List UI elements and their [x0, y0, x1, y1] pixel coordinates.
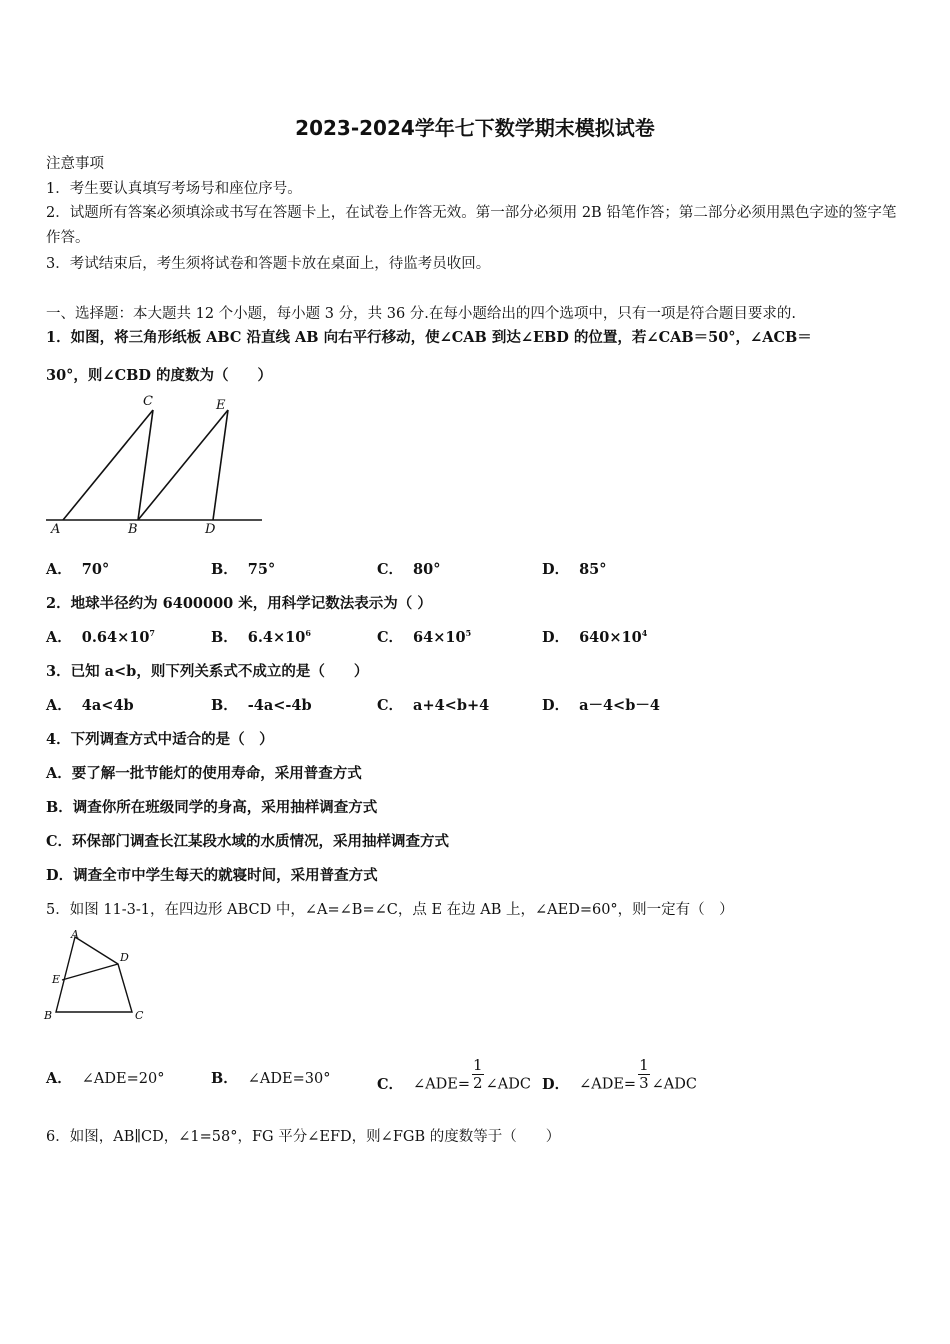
q2-option-d: D． $640\times 10^4$ [542, 628, 648, 646]
q4-option-d: D．调查全市中学生每天的就寝时间，采用普查方式 [46, 867, 378, 884]
q5-label-b: B [44, 1009, 53, 1022]
q5-label-d: D [120, 951, 129, 964]
notice-item-2: 2．试题所有答案必须填涂或书写在答题卡上，在试卷上作答无效。第一部分必须用 2B 铅笔作答；第二部分必须用黑色字迹的签字笔作答。 [46, 205, 897, 246]
q5-option-b: B． ∠ADE=30° [211, 1070, 331, 1087]
q1-label-d: D [205, 522, 216, 537]
q1-option-b: B． 75° [211, 561, 276, 578]
q4-option-c: C．环保部门调查长江某段水域的水质情况，采用抽样调查方式 [46, 833, 450, 850]
q3-stem: 3．已知 a<b，则下列关系式不成立的是（ ） [46, 663, 369, 680]
q5-label-a: A [71, 928, 79, 941]
q1-label-c: C [143, 394, 153, 409]
q1-label-e: E [216, 398, 226, 413]
q5-option-a: A． ∠ADE=20° [46, 1070, 165, 1087]
page-title: 2023-2024学年七下数学期末模拟试卷 [295, 116, 655, 140]
q1-option-d: D． 85° [542, 561, 607, 578]
notice-heading: 注意事项 [46, 156, 104, 172]
notice-item-1: 1．考生要认真填写考场号和座位序号。 [46, 181, 302, 197]
q2-option-c: C． $64\times 10^5$ [377, 628, 472, 646]
q3-option-d: D． a－4<b－4 [542, 697, 660, 714]
q2-option-a: A． $0.64\times 10^7$ [46, 628, 155, 646]
q5-stem: 5．如图 11-3-1，在四边形 ABCD 中，∠A=∠B=∠C，点 E 在边 AB 上，∠AED=60°，则一定有（ ） [46, 902, 734, 918]
q5-option-c: C． ∠ADE= $\frac{1}{2}$ ∠ADC [377, 1056, 531, 1093]
q1-stem-line2: 30°，则∠CBD 的度数为（ ） [46, 367, 272, 384]
q5-option-d-fraction: $\frac{1}{3}$ [639, 1056, 649, 1092]
q6-stem: 6．如图，AB∥CD，∠1=58°，FG 平分∠EFD，则∠FGB 的度数等于（ ） [46, 1129, 561, 1145]
q5-label-c: C [135, 1009, 144, 1022]
q2-stem: 2．地球半径约为 6400000 米，用科学记数法表示为（ ） [46, 595, 432, 612]
q5-label-e: E [52, 973, 61, 986]
q3-option-a: A． 4a<4b [46, 697, 134, 714]
section-heading: 一、选择题：本大题共 12 个小题，每小题 3 分，共 36 分.在每小题给出的四个选项中，只有一项是符合题目要求的. [46, 306, 796, 322]
q1-option-c: C． 80° [377, 561, 441, 578]
q3-option-c: C． a+4<b+4 [377, 697, 490, 714]
q1-label-a: A [51, 522, 61, 537]
q3-option-b: B． -4a<-4b [211, 697, 312, 714]
q4-stem: 4．下列调查方式中适合的是（ ） [46, 731, 274, 748]
q4-option-b: B．调查你所在班级同学的身高，采用抽样调查方式 [46, 799, 378, 816]
q1-stem-line1: 1．如图，将三角形纸板 ABC 沿直线 AB 向右平行移动，使∠CAB 到达∠EBD 的位置，若∠CAB＝50°，∠ACB＝ [46, 329, 812, 346]
q2-option-b: B． $6.4\times 10^6$ [211, 628, 311, 646]
q1-option-a: A． 70° [46, 561, 110, 578]
q5-option-d: D． ∠ADE= $\frac{1}{3}$ ∠ADC [542, 1056, 697, 1093]
notice-item-3: 3．考试结束后，考生须将试卷和答题卡放在桌面上，待监考员收回。 [46, 256, 491, 272]
q1-label-b: B [128, 522, 138, 537]
q4-option-a: A．要了解一批节能灯的使用寿命，采用普查方式 [46, 765, 362, 782]
q5-option-c-fraction: $\frac{1}{2}$ [473, 1056, 483, 1092]
